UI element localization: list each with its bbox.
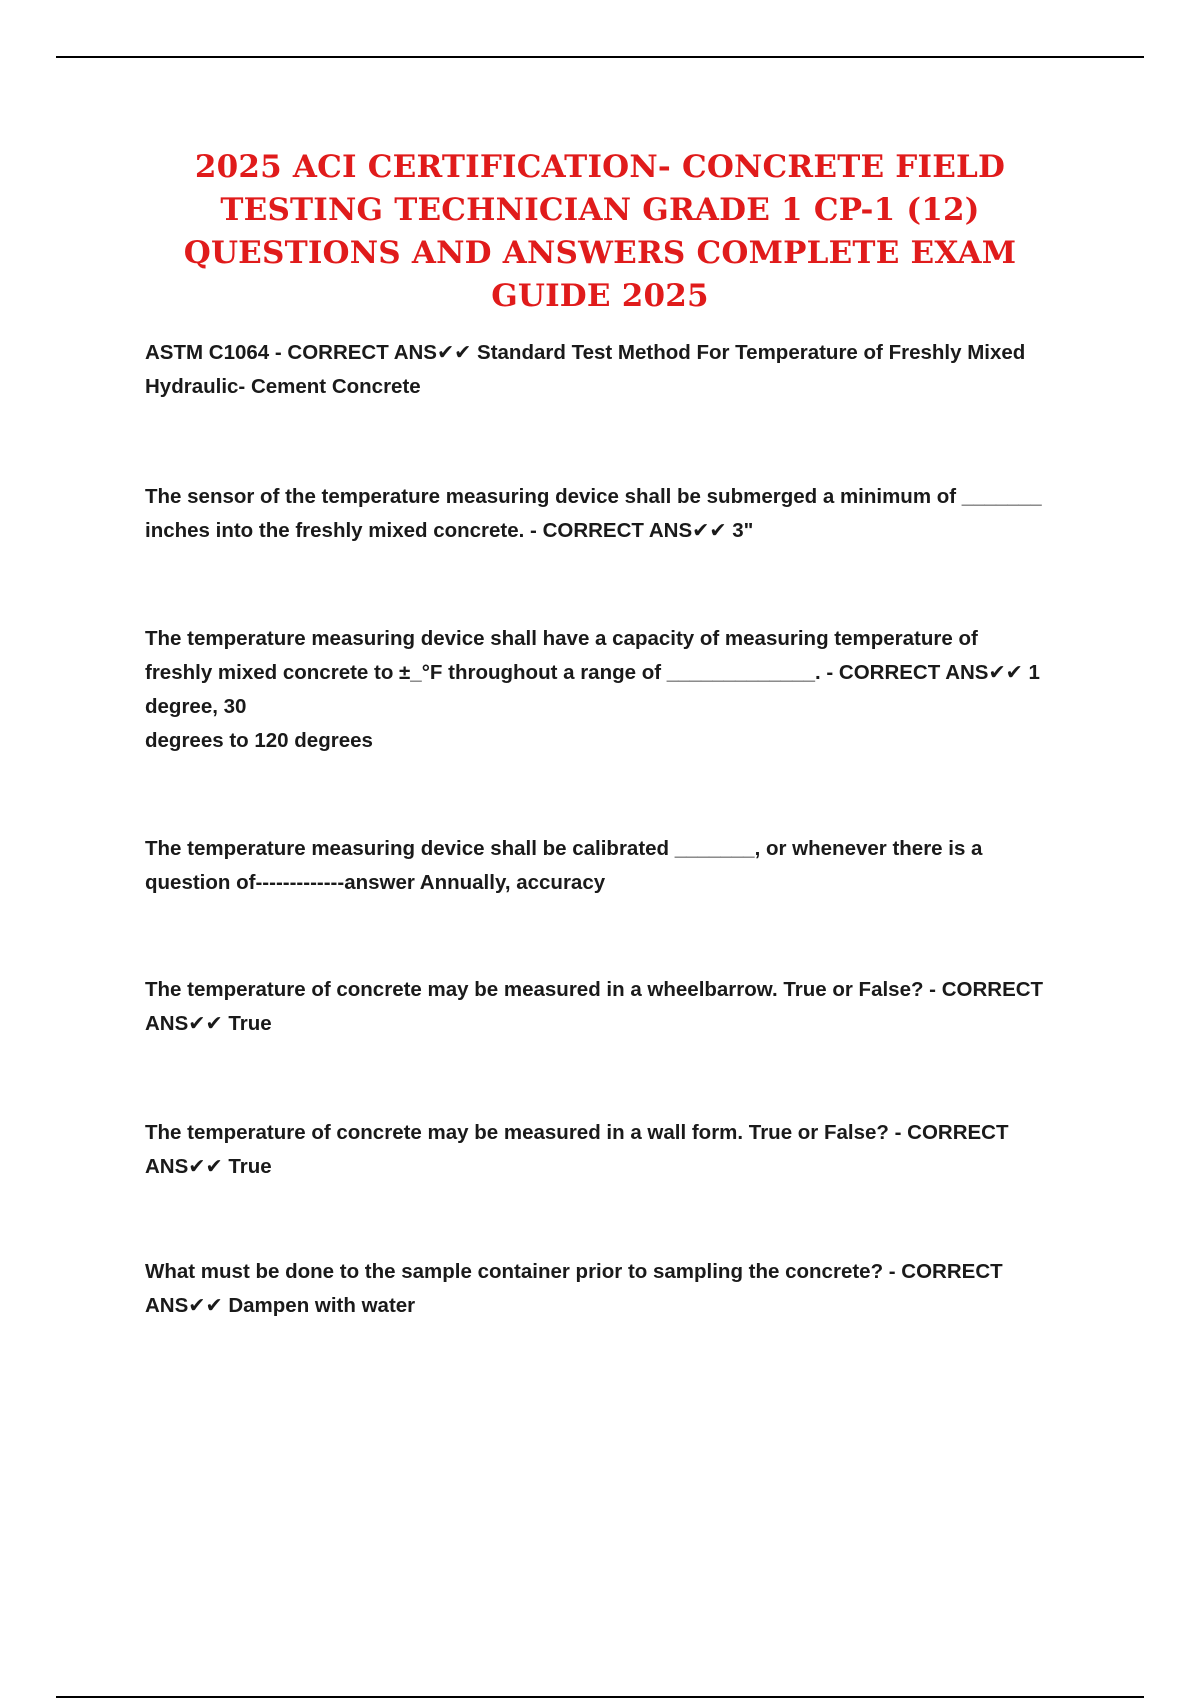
qa-line: ASTM C1064 - CORRECT ANS✔✔ Standard Test Method For Temperature of Freshly Mixed (145, 341, 1026, 364)
qa-line: The temperature measuring device shall be calibrated _______, or whenever there is a (145, 837, 983, 860)
qa-entry-sensor-depth (145, 480, 1075, 548)
qa-line: freshly mixed concrete to ±_°F throughout a range of _____________. - CORRECT ANS✔✔ 1 (145, 661, 1040, 684)
qa-entry-wheelbarrow (145, 973, 1075, 1041)
qa-entry-astm-c1064 (145, 336, 1075, 404)
qa-line: Hydraulic- Cement Concrete (145, 375, 421, 398)
qa-line: degree, 30 (145, 695, 247, 718)
qa-line: degrees to 120 degrees (145, 729, 373, 752)
qa-line: The temperature of concrete may be measured in a wall form. True or False? - CORRECT (145, 1121, 1009, 1144)
qa-line: inches into the freshly mixed concrete. - CORRECT ANS✔✔ 3" (145, 519, 754, 542)
bottom-rule (56, 1696, 1144, 1698)
qa-line: ANS✔✔ Dampen with water (145, 1294, 416, 1317)
qa-line: The temperature measuring device shall have a capacity of measuring temperature of (145, 627, 978, 650)
qa-line: What must be done to the sample container prior to sampling the concrete? - CORRECT (145, 1260, 1003, 1283)
qa-line: ANS✔✔ True (145, 1155, 272, 1178)
qa-entry-calibration (145, 832, 1075, 900)
qa-line: question of-------------answer Annually, accuracy (145, 871, 606, 894)
qa-line: ANS✔✔ True (145, 1012, 272, 1035)
top-rule (56, 56, 1144, 58)
qa-entry-device-capacity (145, 622, 1075, 758)
document-title: 2025 ACI CERTIFICATION- CONCRETE FIELD TESTING TECHNICIAN GRADE 1 CP-1 (12) QUESTIONS AND ANSWERS COMPLETE EXAM GUIDE 2025 (183, 149, 1017, 314)
qa-entry-wall-form (145, 1116, 1075, 1184)
qa-line: The temperature of concrete may be measured in a wheelbarrow. True or False? - CORRECT (145, 978, 1044, 1001)
qa-entry-sample-container (145, 1255, 1075, 1323)
qa-line: The sensor of the temperature measuring device shall be submerged a minimum of _______ (145, 485, 1042, 508)
